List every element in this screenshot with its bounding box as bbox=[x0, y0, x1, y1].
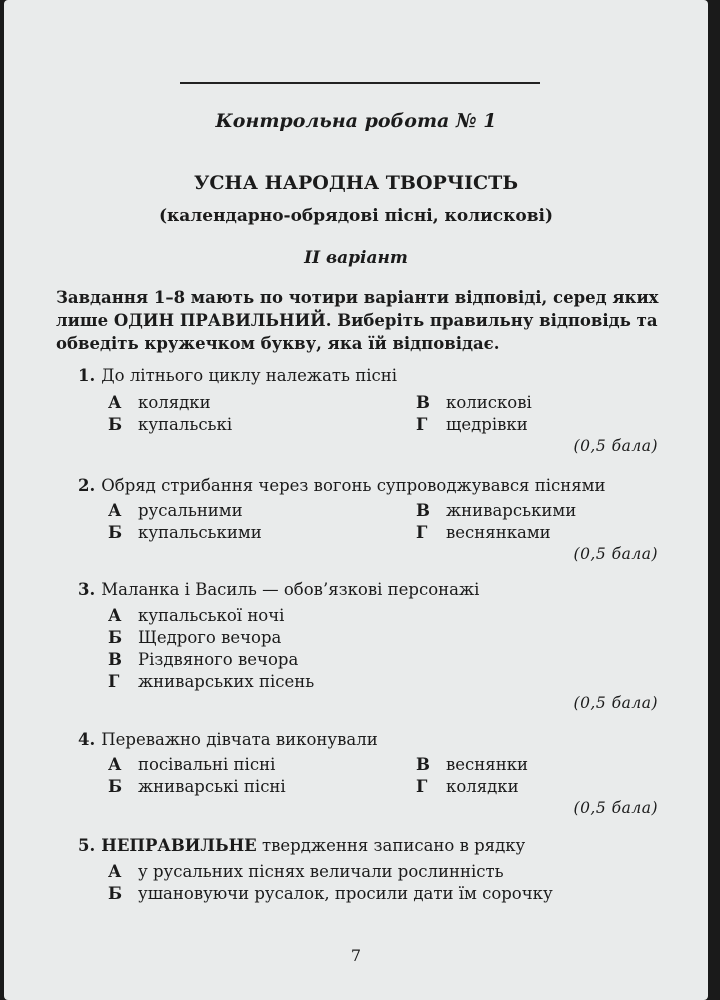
option[interactable] bbox=[108, 523, 262, 542]
option-text: Щедрого вечора bbox=[138, 628, 282, 647]
question-4 bbox=[78, 730, 378, 749]
option-text: веснянками bbox=[446, 523, 551, 542]
option-text: колядки bbox=[138, 393, 211, 412]
option-letter: В bbox=[108, 650, 122, 669]
option-letter: Г bbox=[108, 672, 120, 691]
score-label: (0,5 бала) bbox=[573, 799, 658, 817]
option-letter: Б bbox=[108, 415, 123, 434]
option[interactable] bbox=[108, 393, 211, 412]
option[interactable] bbox=[108, 650, 298, 669]
topic-heading: УСНА НАРОДНА ТВОРЧІСТЬ bbox=[194, 172, 518, 194]
option[interactable] bbox=[108, 884, 553, 903]
topic-subtitle: (календарно-обрядові пісні, колискові) bbox=[158, 206, 554, 226]
option[interactable] bbox=[108, 606, 284, 625]
option[interactable] bbox=[416, 777, 519, 796]
option[interactable] bbox=[108, 755, 275, 774]
option-letter: Г bbox=[416, 415, 428, 434]
option-text: у русальних піснях величали рослинність bbox=[138, 862, 504, 881]
option-letter: А bbox=[108, 393, 122, 412]
option-letter: А bbox=[108, 606, 122, 625]
option-letter: В bbox=[416, 501, 430, 520]
question-text: Маланка і Василь — обов’язкові персонажі bbox=[101, 580, 480, 599]
option-text: ушановуючи русалок, просили дати їм сорочку bbox=[138, 884, 553, 903]
option-text: купальської ночі bbox=[138, 606, 285, 625]
option-letter: Б bbox=[108, 777, 123, 796]
question-text: Переважно дівчата виконували bbox=[101, 730, 378, 749]
question-text: До літнього циклу належать пісні bbox=[101, 366, 398, 385]
option[interactable] bbox=[108, 862, 504, 881]
document-page bbox=[4, 0, 708, 1000]
score-label: (0,5 бала) bbox=[573, 437, 658, 455]
option[interactable] bbox=[416, 755, 528, 774]
option-text: посівальні пісні bbox=[138, 755, 276, 774]
option-text: жниварськими bbox=[446, 501, 577, 520]
option-text: жниварських пісень bbox=[138, 672, 315, 691]
question-number: 1. bbox=[78, 366, 96, 385]
option-letter: А bbox=[108, 862, 122, 881]
instructions-line: Завдання 1–8 мають по чотири варіанти відповіді, серед яких bbox=[56, 288, 659, 307]
option-letter: Б bbox=[108, 628, 123, 647]
variant-label: II варіант bbox=[304, 248, 408, 268]
test-title: Контрольна робота № 1 bbox=[215, 110, 497, 132]
question-3 bbox=[78, 580, 479, 599]
page-number: 7 bbox=[350, 946, 362, 965]
option-text: веснянки bbox=[446, 755, 529, 774]
question-number: 2. bbox=[78, 476, 96, 495]
question-text: Обряд стрибання через вогонь супроводжувався піснями bbox=[101, 476, 606, 495]
option[interactable] bbox=[416, 415, 528, 434]
option[interactable] bbox=[108, 415, 232, 434]
option-letter: Б bbox=[108, 523, 123, 542]
option-text: щедрівки bbox=[446, 415, 528, 434]
option-text: купальськими bbox=[138, 523, 262, 542]
option[interactable] bbox=[416, 523, 551, 542]
instructions-line: обведіть кружечком букву, яка їй відповідає. bbox=[56, 334, 500, 353]
question-number: 4. bbox=[78, 730, 96, 749]
question-1 bbox=[78, 366, 397, 385]
question-5 bbox=[78, 836, 525, 855]
question-number: 3. bbox=[78, 580, 96, 599]
option-letter: А bbox=[108, 501, 122, 520]
score-label: (0,5 бала) bbox=[573, 545, 658, 563]
option-letter: А bbox=[108, 755, 122, 774]
option[interactable] bbox=[108, 628, 281, 647]
instructions bbox=[56, 286, 676, 355]
option-letter: Б bbox=[108, 884, 123, 903]
option-text: купальські bbox=[138, 415, 233, 434]
option-letter: В bbox=[416, 393, 430, 412]
option-text: жниварські пісні bbox=[138, 777, 286, 796]
question-2 bbox=[78, 476, 605, 495]
option[interactable] bbox=[416, 501, 576, 520]
score-label: (0,5 бала) bbox=[573, 694, 658, 712]
question-emphasis: НЕПРАВИЛЬНЕ bbox=[101, 836, 257, 855]
option[interactable] bbox=[108, 777, 286, 796]
option-text: колискові bbox=[446, 393, 532, 412]
option-letter: Г bbox=[416, 777, 428, 796]
option-letter: В bbox=[416, 755, 430, 774]
option-letter: Г bbox=[416, 523, 428, 542]
option[interactable] bbox=[108, 672, 314, 691]
option[interactable] bbox=[108, 501, 243, 520]
instructions-line: лише ОДИН ПРАВИЛЬНИЙ. Виберіть правильну відповідь та bbox=[56, 311, 658, 330]
option-text: русальними bbox=[138, 501, 243, 520]
question-text: твердження записано в рядку bbox=[256, 836, 526, 855]
option-text: колядки bbox=[446, 777, 519, 796]
question-number: 5. bbox=[78, 836, 96, 855]
option[interactable] bbox=[416, 393, 532, 412]
header-rule bbox=[180, 82, 540, 84]
option-text: Різдвяного вечора bbox=[138, 650, 299, 669]
